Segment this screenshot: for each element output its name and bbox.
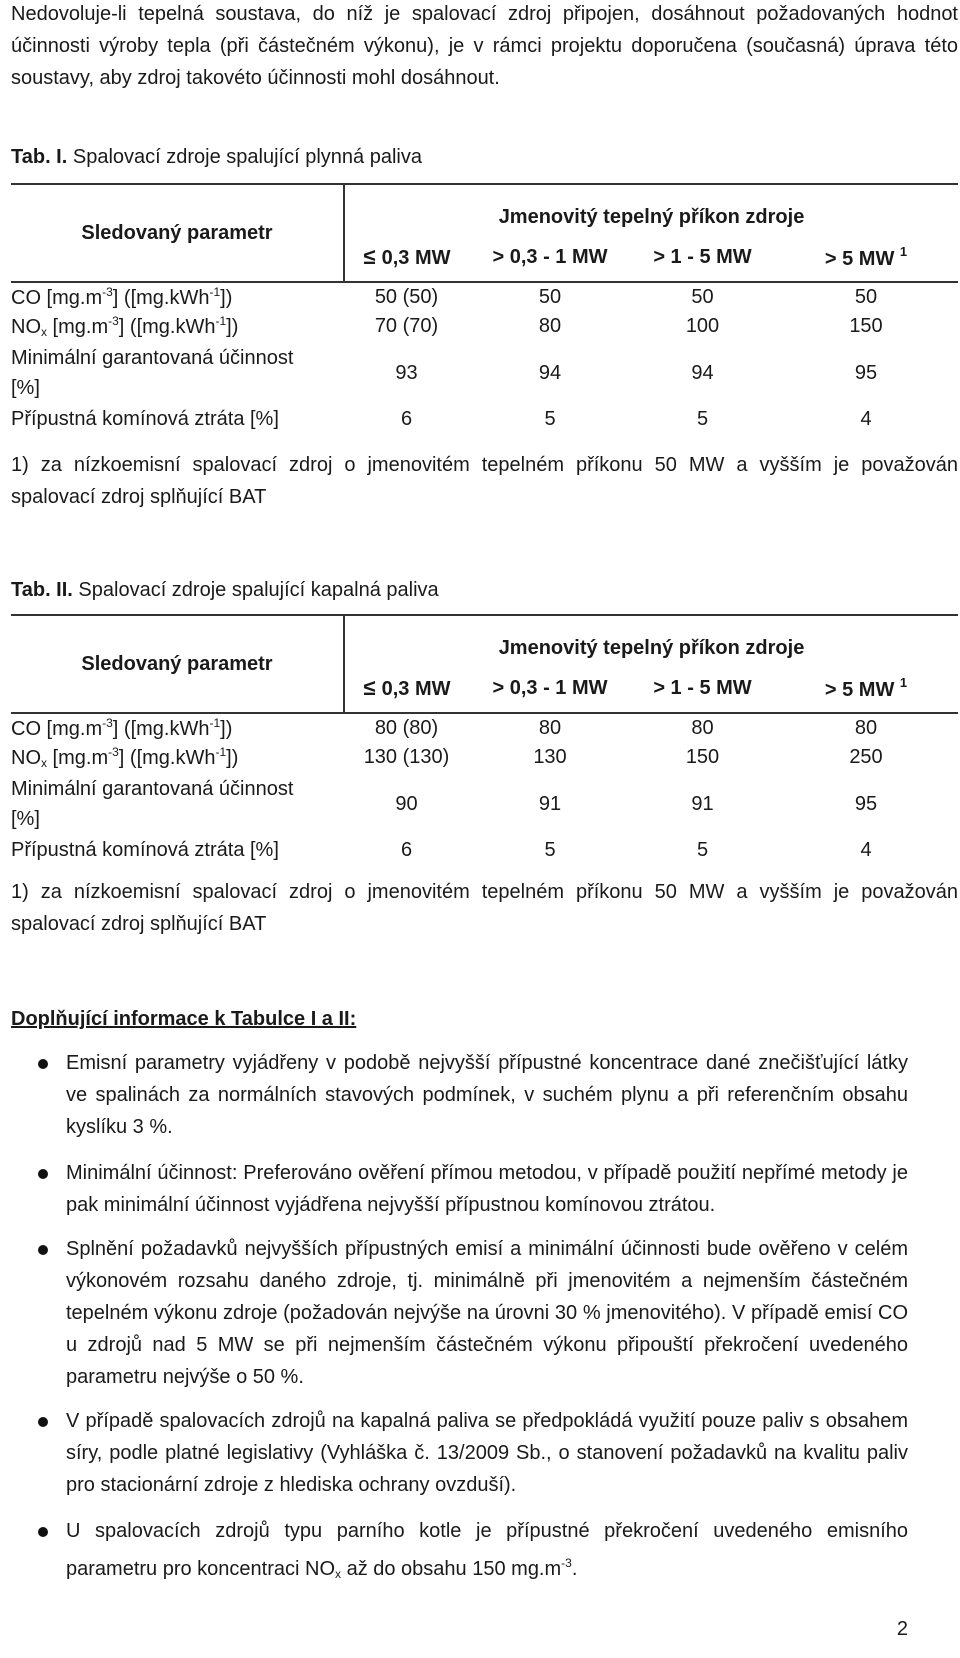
cell: 91 (538, 792, 562, 815)
row-label: CO $[mg.m^{-3}]$ ([mg.kWh$^{-1}$]) (11, 285, 233, 309)
table2-footnote: 1) za nízkoemisní spalovací zdroj o jmenovitém tepelném příkonu 50 MW a vyšším je považován spalovací zdroj splňující BAT (11, 881, 958, 935)
cell: 130 (533, 746, 567, 768)
cell: 95 (854, 361, 878, 384)
cell: 80 (854, 717, 878, 739)
less-equal-symbol: ≤ (363, 675, 376, 700)
cell: 4 (860, 839, 872, 861)
footnote-mark: 1 (899, 243, 908, 259)
table-row (11, 312, 958, 341)
table2-group-header: Jmenovitý tepelný příkon zdroje (344, 615, 958, 664)
bullet-text: Splnění požadavků nejvyšších přípustných emisí a minimální účinnosti bude ověřeno v celém výkonovém rozsahu daného zdroje, tj. minimálně při jmenovitém a nejmenším částečném tepelném výkonu zdroje (požadován nejvýše na úrovni 30 % jmenovitého). V případě emisí CO u zdrojů nad 5 MW se při nejmenším částečném výkonu připouští překročení uvedeného parametru nejvýše o 50 %. (66, 1238, 908, 1388)
table2-caption-text: Spalovací zdroje spalující kapalná paliva (78, 579, 439, 601)
cell: 50 (854, 286, 878, 308)
cell: 6 (400, 839, 413, 861)
table-row (11, 713, 958, 743)
cell: 70 (70) (374, 315, 439, 337)
table1-col-1-label: 0,3 MW (381, 247, 451, 269)
table1-caption-text: Spalovací zdroje spalující plynná paliva (72, 146, 422, 168)
table1-col-2: > 0,3 - 1 MW (469, 233, 631, 282)
bullet-text: V případě spalovacích zdrojů na kapalná paliva se předpokládá využití pouze paliv s obsahem síry, podle platné legislativy (Vyhláška č. 13/2009 Sb., o stanovení požadavků na kvalitu paliv pro stacionární zdroje z hlediska ochrany ovzduší). (66, 1410, 908, 1496)
table2-col-4-label: > 5 MW (824, 678, 895, 701)
table1-col-1 (344, 233, 469, 282)
table1-col-4-label: > 5 MW (824, 247, 895, 270)
table1-caption-prefix: Tab. I. (11, 146, 68, 168)
cell: 80 (538, 717, 562, 739)
footnote-mark: 1 (899, 674, 908, 690)
cell: 150 (685, 746, 720, 768)
cell: 95 (854, 792, 878, 815)
table1-param-header: Sledovaný parametr (11, 184, 344, 282)
table1-caption (11, 144, 422, 170)
cell: 93 (395, 361, 418, 384)
cell: 80 (691, 717, 714, 739)
table2-col-4 (774, 664, 958, 713)
row-label: $NO_x$ $[mg.m^{-3}]$ ([mg.kWh$^{-1}$]) (11, 314, 239, 339)
table2-col-1-label: 0,3 MW (381, 678, 451, 700)
table2-param-header: Sledovaný parametr (11, 615, 344, 713)
bullet-text: Emisní parametry vyjádřeny v podobě nejvyšší přípustné koncentrace dané znečišťující látky ve spalinách za normálních stavových podmínek, v suchém plynu a při referenčním obsahu kyslíku 3 %. (66, 1052, 908, 1138)
cell: 5 (544, 408, 556, 430)
row-label: Minimální garantovaná účinnost [%] (11, 347, 294, 399)
table-row (11, 405, 958, 434)
row-label: Přípustná komínová ztráta [%] (11, 408, 279, 430)
table2-col-2: > 0,3 - 1 MW (469, 664, 631, 713)
bullet-text: U spalovacích zdrojů typu parního kotle je přípustné překročení uvedeného emisního parametru pro koncentraci $NO_x$ až do obsahu 150 $mg.m^{-3}$. (66, 1520, 908, 1581)
page-number: 2 (896, 1618, 908, 1640)
cell: 91 (691, 792, 714, 815)
table1-group-header: Jmenovitý tepelný příkon zdroje (344, 184, 958, 233)
table2 (11, 614, 958, 865)
table-row (11, 341, 958, 405)
cell: 90 (395, 792, 418, 815)
table2-caption-prefix: Tab. II. (11, 579, 73, 601)
row-label: Přípustná komínová ztráta [%] (11, 839, 279, 861)
table1-col-3: > 1 - 5 MW (631, 233, 774, 282)
cell: 5 (696, 408, 709, 430)
cell: 80 (80) (374, 717, 439, 739)
cell: 250 (849, 746, 883, 768)
table-row (11, 282, 958, 312)
row-label: CO $[mg.m^{-3}]$ ([mg.kWh$^{-1}$]) (11, 716, 233, 740)
table2-col-1 (344, 664, 469, 713)
cell: 94 (538, 361, 562, 384)
table2-caption (11, 577, 439, 603)
cell: 94 (691, 361, 714, 384)
cell: 6 (400, 408, 413, 430)
table-row (11, 836, 958, 865)
cell: 50 (538, 286, 562, 308)
bullet-icon (38, 1059, 48, 1069)
less-equal-symbol: ≤ (363, 244, 376, 269)
row-label: $NO_x$ $[mg.m^{-3}]$ ([mg.kWh$^{-1}$]) (11, 745, 239, 770)
row-label: Minimální garantovaná účinnost [%] (11, 778, 294, 830)
cell: 4 (860, 408, 872, 430)
table-row (11, 772, 958, 836)
cell: 80 (538, 315, 562, 337)
bullet-icon (38, 1169, 48, 1179)
cell: 50 (691, 286, 714, 308)
table1 (11, 183, 958, 434)
cell: 5 (696, 839, 709, 861)
intro-paragraph: Nedovoluje-li tepelná soustava, do níž je spalovací zdroj připojen, dosáhnout požadovaných hodnot účinnosti výroby tepla (při částečném výkonu), je v rámci projektu doporučena (současná) úprava této soustavy, aby zdroj takovéto účinnosti mohl dosáhnout. (11, 3, 958, 89)
cell: 100 (685, 315, 720, 337)
bullet-icon (38, 1527, 48, 1537)
table1-footnote: 1) za nízkoemisní spalovací zdroj o jmenovitém tepelném příkonu 50 MW a vyšším je považován spalovací zdroj splňující BAT (11, 454, 958, 508)
additional-heading: Doplňující informace k Tabulce I a II: (11, 1008, 357, 1030)
bullet-icon (38, 1245, 48, 1255)
table1-col-4 (774, 233, 958, 282)
table-row (11, 743, 958, 772)
cell: 150 (849, 315, 883, 337)
table2-col-3: > 1 - 5 MW (631, 664, 774, 713)
cell: 130 (130) (363, 746, 450, 768)
bullet-icon (38, 1417, 48, 1427)
bullet-text: Minimální účinnost: Preferováno ověření přímou metodou, v případě použití nepřímé metody je pak minimální účinnost vyjádřena nejvyšší přípustnou komínovou ztrátou. (66, 1162, 908, 1216)
cell: 50 (50) (374, 286, 439, 308)
cell: 5 (544, 839, 556, 861)
